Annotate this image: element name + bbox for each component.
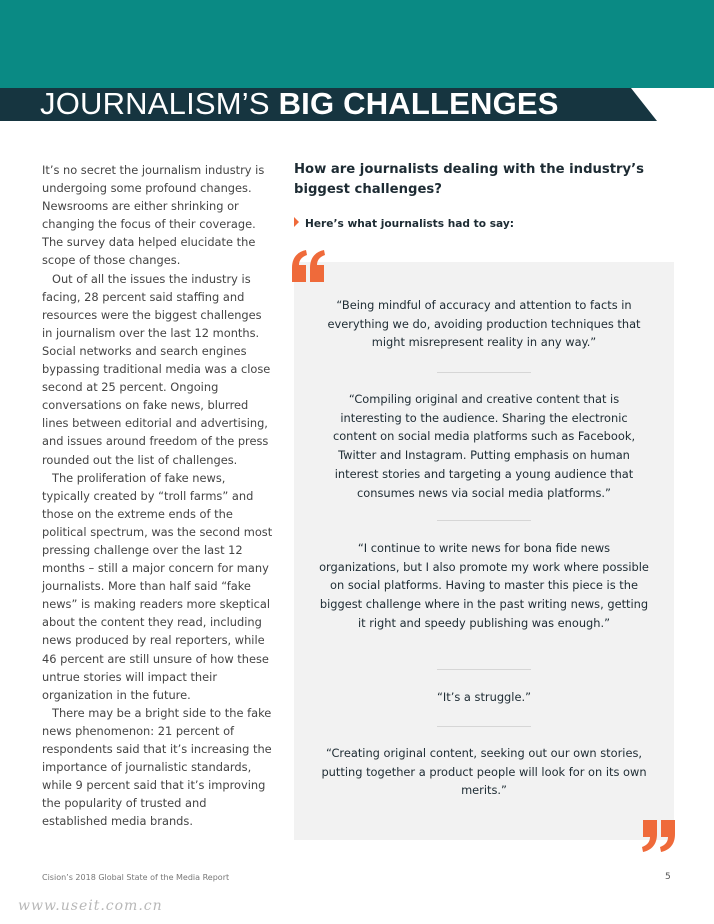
triangle-bullet-icon (294, 217, 299, 227)
body-paragraph: Out of all the issues the industry is facing, 28 percent said staffing and resources were the biggest challenges in journalism over the last 12 months. Social networks and search engines bypassing traditional media was a close second at 25 percent. Ongoing conversations on fake news, blurred lines between editorial and advertising, and issues around freedom of the press rounded out the list of challenges. (42, 271, 271, 467)
body-paragraph: It’s no secret the journalism industry is undergoing some profound changes. Newsrooms are either shrinking or changing the focus of their coverage. The survey data helped elucidate the scope of those changes. (42, 163, 265, 268)
quote-3: “I continue to write news for bona fide news organizations, but I also promote my work where possible on social platforms. Having to master this piece is the biggest challenge where in the past writing news, getting it right and speedy publishing was enough.” (319, 541, 649, 630)
page-title (40, 86, 559, 122)
open-quote-icon (288, 248, 328, 284)
quote-divider (437, 669, 531, 670)
page-number: 5 (665, 872, 671, 882)
quote-2: “Compiling original and creative content that is interesting to the audience. Sharing the electronic content on social media platforms such as Facebook, Twitter and Instagram. Putting emphasis on human interest stories and targeting a young audience that consumes news via social media platforms.” (332, 392, 636, 500)
page-title-bold: BIG CHALLENGES (278, 86, 559, 121)
body-text (42, 161, 274, 830)
body-paragraph: The proliferation of fake news, typically created by “troll farms” and those on the extreme ends of the political spectrum, was the second most pressing challenge over the last 12 months – still a major concern for many journalists. More than half said “fake news” is making readers more skeptical about the content they read, including news produced by real reporters, while 46 percent are still unsure of how these untrue stories will impact their organization in the future. (42, 470, 273, 702)
close-quote-icon (640, 818, 680, 854)
footer-source: Cision’s 2018 Global State of the Media Report (42, 873, 230, 882)
page-title-light: JOURNALISM’S (40, 86, 279, 121)
header-band (0, 0, 714, 88)
body-paragraph: There may be a bright side to the fake news phenomenon: 21 percent of respondents said that it’s increasing the importance of journalistic standards, while 9 percent said that it’s improving the popularity of trusted and established media brands. (42, 705, 272, 829)
quote-divider (437, 520, 531, 521)
sidebar-subheading (294, 216, 514, 232)
quote-5: “Creating original content, seeking out our own stories, putting together a product people will look for on its own merits.” (321, 746, 647, 798)
quote-4: “It’s a struggle.” (437, 690, 531, 704)
quote-1: “Being mindful of accuracy and attention to facts in everything we do, avoiding production techniques that might misrepresent reality in any way.” (327, 298, 641, 350)
sidebar-subheading-text: Here’s what journalists had to say: (305, 218, 514, 230)
watermark: www.useit.com.cn (18, 898, 163, 914)
sidebar-heading: How are journalists dealing with the industry’s biggest challenges? (294, 162, 645, 197)
quote-divider (437, 726, 531, 727)
quote-divider (437, 372, 531, 373)
